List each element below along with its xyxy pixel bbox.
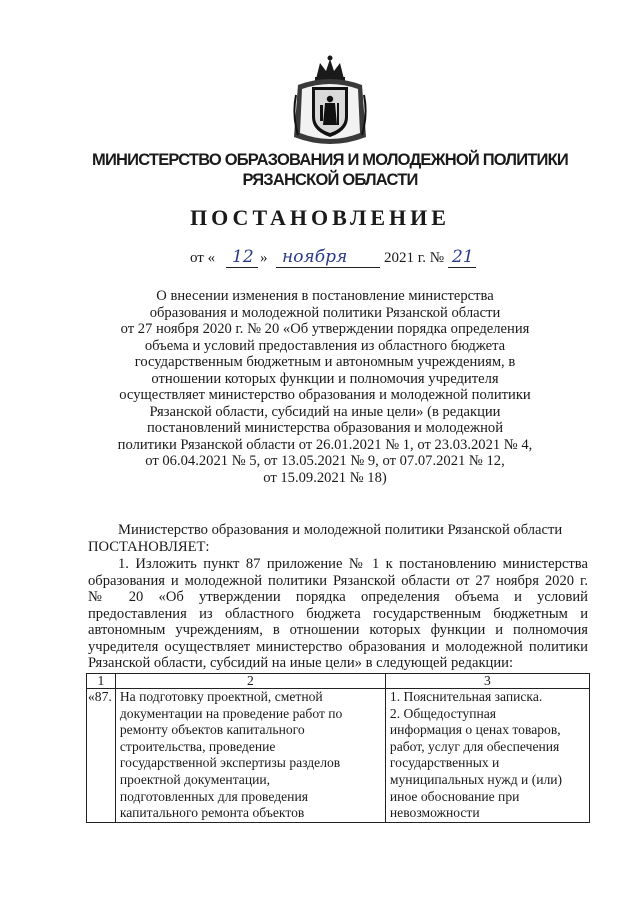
date-prefix: от « [190, 250, 216, 266]
resolves-word: ПОСТАНОВЛЯЕТ: [88, 538, 210, 555]
cell-line: проектной документации, [119, 771, 271, 787]
document-title [115, 288, 535, 486]
item-1-line: 1. Изложить пункт 87 приложение № 1 к постановлению министерства [118, 556, 588, 572]
cell-line: 2. Общедоступная [389, 705, 497, 721]
coat-of-arms-emblem [290, 55, 370, 150]
cell-line: государственных и [389, 755, 500, 771]
date-number-line [190, 246, 520, 272]
cell-line: документации на проведение работ по [119, 705, 343, 721]
title-line: О внесении изменения в постановление министерства [156, 288, 494, 304]
row-purpose-cell [115, 689, 385, 823]
preamble-paragraph [88, 522, 588, 555]
date-month-handwritten: ноября [282, 247, 348, 267]
preamble-line: Министерство образования и молодежной политики Рязанской области [118, 522, 563, 538]
item-1-line: автономным учреждениям, в отношении которых функции и полномочия [88, 622, 588, 638]
ministry-name-line1: МИНИСТЕРСТВО ОБРАЗОВАНИЯ И МОЛОДЕЖНОЙ ПОЛИТИКИ [92, 151, 568, 169]
month-underline [276, 267, 380, 268]
item-1-paragraph [88, 556, 588, 672]
cell-line: капитального ремонта объектов [119, 805, 305, 821]
cell-line: муниципальных нужд и (или) [389, 771, 563, 787]
row-documents-cell [385, 689, 589, 823]
title-line: постановлений министерства образования и молодежной [146, 420, 504, 436]
item-1-line: предоставления из областного бюджета государственным бюджетным и [88, 605, 588, 622]
title-line: осуществляет министерство образования и молодежной политики [119, 387, 531, 403]
date-year-number-label: 2021 г. № [384, 250, 445, 266]
cell-line: государственной экспертизы разделов [119, 755, 341, 771]
title-line: Рязанской области, субсидий на иные цели» (в редакции [149, 403, 501, 420]
title-line: политики Рязанской области от 26.01.2021 № 1, от 23.03.2021 № 4, [117, 436, 533, 453]
cell-line: подготовленных для проведения [119, 788, 308, 804]
title-line: от 15.09.2021 № 18) [263, 469, 387, 486]
cell-line: работ, услуг для обеспечения [389, 738, 560, 754]
table-header-cell: 1 [87, 674, 116, 689]
document-number-handwritten: 21 [452, 247, 474, 267]
title-line: государственным бюджетным и автономным учреждениям, в [134, 354, 516, 370]
day-underline [226, 267, 258, 268]
cell-line: 1. Пояснительная записка. [389, 689, 543, 704]
cell-line: На подготовку проектной, сметной [119, 689, 323, 704]
title-line: отношении которых функции и полномочия учредителя [151, 370, 499, 387]
title-line: от 06.04.2021 № 5, от 13.05.2021 № 9, от 07.07.2021 № 12, [145, 453, 505, 469]
table-header-row [87, 674, 590, 689]
cell-line: строительства, проведение [119, 738, 276, 754]
number-underline [448, 267, 476, 268]
cell-line: невозможности [389, 805, 480, 821]
item-1-line: образования и молодежной политики Рязанской области от 27 ноября 2020 г. [88, 572, 588, 589]
row-number-cell: «87. [87, 689, 116, 823]
item-1-line: № 20 «Об утверждении порядка определения объема и условий [88, 589, 588, 605]
title-line: объема и условий предоставления из областного бюджета [144, 337, 506, 354]
cell-line: ремонту объектов капитального [119, 722, 305, 738]
document-type-heading: ПОСТАНОВЛЕНИЕ [190, 205, 450, 230]
amendment-table [86, 673, 590, 823]
date-day-close: » [260, 250, 268, 266]
ministry-name-line2: РЯЗАНСКОЙ ОБЛАСТИ [242, 171, 418, 189]
table-header-cell: 3 [385, 674, 589, 689]
title-line: от 27 ноября 2020 г. № 20 «Об утверждении порядка определения [120, 321, 530, 337]
item-1-line: учредителя осуществляет министерство образования и молодежной политики [88, 638, 588, 655]
table-row [87, 689, 590, 823]
cell-line: информация о ценах товаров, [389, 722, 561, 738]
date-day-handwritten: 12 [232, 247, 254, 267]
table-header-cell: 2 [115, 674, 385, 689]
cell-line: иное обоснование при [389, 788, 520, 804]
title-line: образования и молодежной политики Рязанской области [149, 304, 501, 321]
item-1-line: Рязанской области, субсидий на иные цели» в следующей редакции: [88, 655, 514, 671]
